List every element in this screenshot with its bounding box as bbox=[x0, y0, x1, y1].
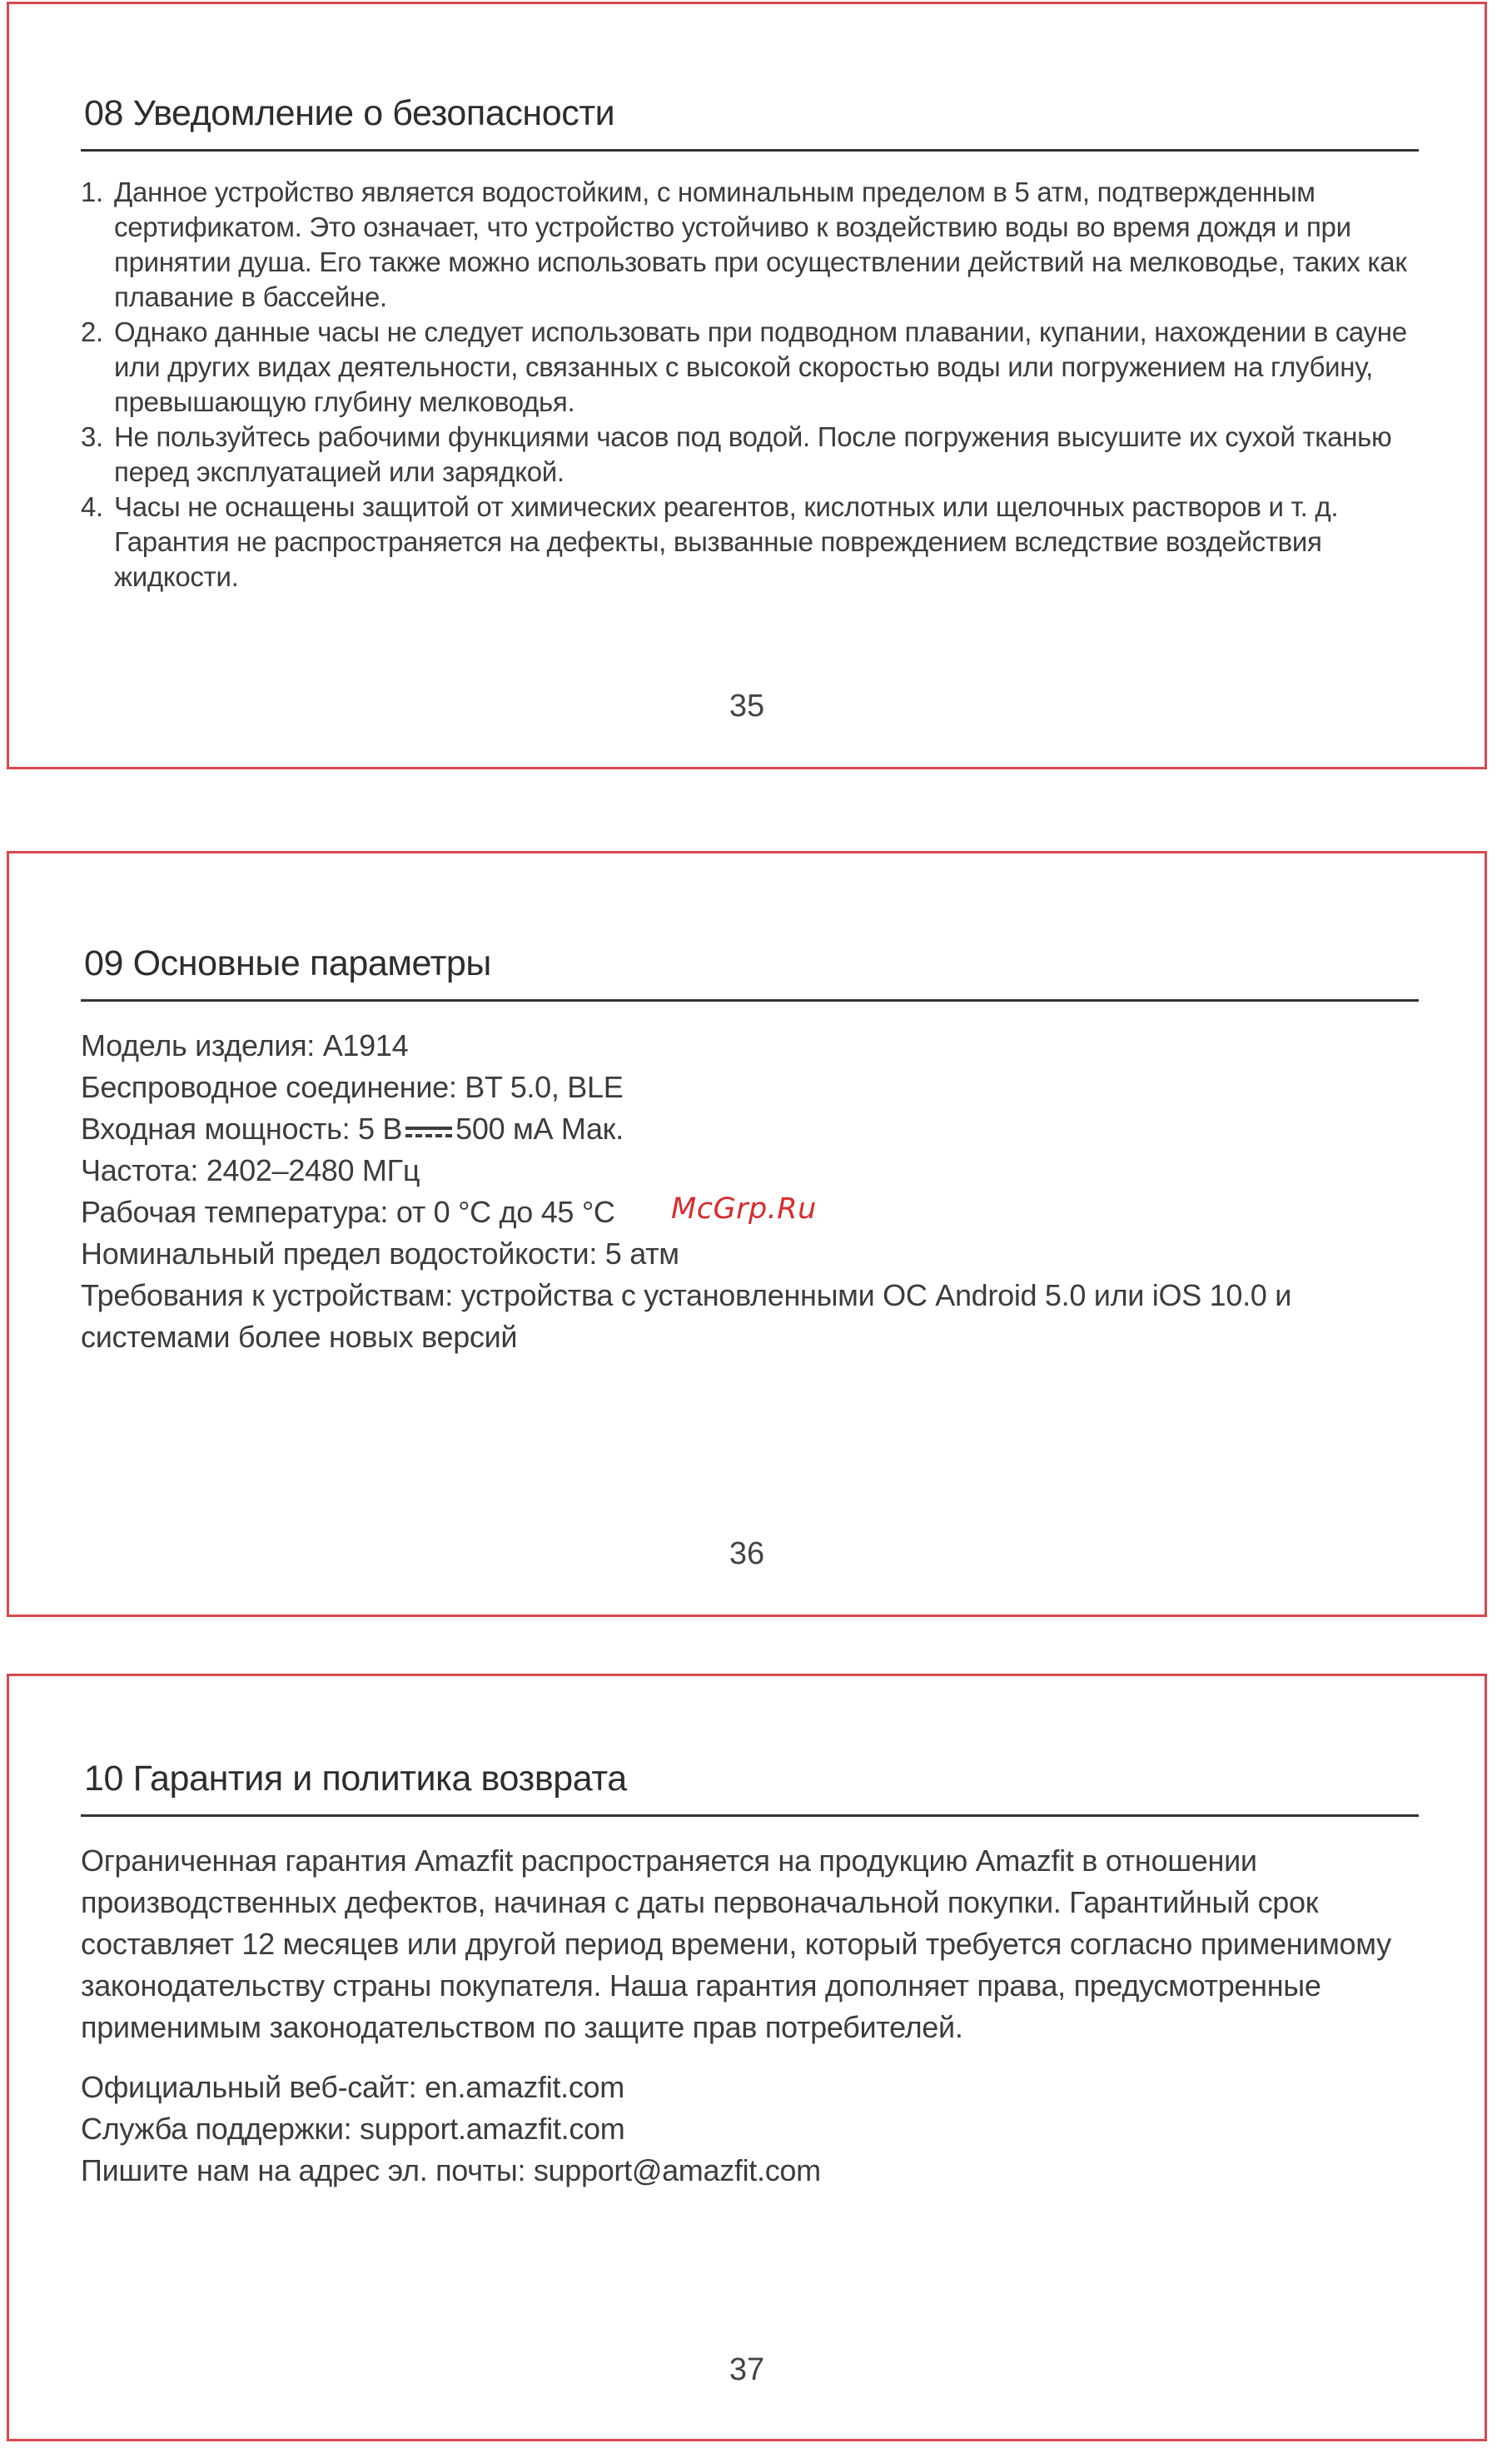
page-number: 35 bbox=[729, 689, 765, 724]
spec-power bbox=[81, 1108, 1419, 1150]
list-item bbox=[81, 175, 1419, 315]
spec-wireless: Беспроводное соединение: BT 5.0, BLE bbox=[81, 1070, 624, 1104]
list-item bbox=[81, 420, 1419, 490]
contact-support: Служба поддержки: support.amazfit.com bbox=[81, 2112, 625, 2146]
list-item bbox=[81, 490, 1419, 595]
contact-email: Пишите нам на адрес эл. почты: support@amazfit.com bbox=[81, 2153, 821, 2187]
manual-page-36 bbox=[7, 851, 1487, 1617]
title-divider bbox=[81, 999, 1419, 1002]
spec-water-resistance: Номинальный предел водостойкости: 5 атм bbox=[81, 1236, 679, 1271]
manual-page-35 bbox=[7, 2, 1487, 769]
dc-current-icon bbox=[404, 1123, 454, 1142]
section-title-specs: 09 Основные параметры bbox=[84, 943, 491, 983]
spec-power-suffix: 500 мА Мак. bbox=[455, 1112, 624, 1146]
page-number: 36 bbox=[729, 1536, 765, 1571]
spec-temperature: Рабочая температура: от 0 °C до 45 °C bbox=[81, 1195, 615, 1229]
list-item-number: 1. bbox=[81, 177, 103, 207]
manual-page-37 bbox=[7, 1674, 1487, 2441]
list-item-text: Не пользуйтесь рабочими функциями часов под водой. После погружения высушите их сухой тканью перед эксплуатацией или зарядкой. bbox=[114, 421, 1392, 487]
list-item-text: Данное устройство является водостойким, с номинальным пределом в 5 атм, подтвержденным сертификатом. Это означает, что устройство устойчиво к воздействию воды во время дождя и при принятии душа. Его также можно использовать при осуществлении действий на мелководье, таких как плавание в бассейне. bbox=[114, 177, 1407, 312]
warranty-paragraph: Ограниченная гарантия Amazfit распространяется на продукцию Amazfit в отношении производственных дефектов, начиная с даты первоначальной покупки. Гарантийный срок составляет 12 месяцев или другой период времени, который требуется согласно применимому законодательству страны покупателя. Наша гарантия дополняет права, предусмотренные применимым законодательством по защите прав потребителей. bbox=[81, 1843, 1391, 2044]
spec-model: Модель изделия: A1914 bbox=[81, 1028, 409, 1062]
spec-frequency: Частота: 2402–2480 МГц bbox=[81, 1153, 420, 1187]
list-item-number: 4. bbox=[81, 491, 103, 522]
page-content bbox=[81, 1756, 1419, 2192]
list-item-number: 3. bbox=[81, 421, 103, 452]
spec-requirements: Требования к устройствам: устройства с установленными ОС Android 5.0 или iOS 10.0 и системами более новых версий bbox=[81, 1278, 1292, 1354]
page-content bbox=[81, 91, 1419, 595]
list-item-number: 2. bbox=[81, 316, 103, 347]
page-content bbox=[81, 941, 1419, 1358]
specs-list bbox=[81, 1025, 1419, 1358]
contact-website: Официальный веб-сайт: en.amazfit.com bbox=[81, 2070, 624, 2104]
contacts-list bbox=[81, 2067, 1419, 2192]
page-number: 37 bbox=[729, 2352, 765, 2387]
spec-power-prefix: Входная мощность: 5 В bbox=[81, 1112, 403, 1146]
list-item-text: Однако данные часы не следует использовать при подводном плавании, купании, нахождении в сауне или других видах деятельности, связанных с высокой скоростью воды или погружением на глубину, превышающую глубину мелководья. bbox=[114, 316, 1407, 417]
list-item-text: Часы не оснащены защитой от химических реагентов, кислотных или щелочных растворов и т. д. Гарантия не распространяется на дефекты, вызванные повреждением вследствие воздействия жидкости. bbox=[114, 491, 1339, 592]
title-divider bbox=[81, 149, 1419, 152]
section-title-warranty: 10 Гарантия и политика возврата bbox=[84, 1759, 627, 1799]
safety-list bbox=[81, 175, 1419, 595]
title-divider bbox=[81, 1814, 1419, 1817]
section-title-safety: 08 Уведомление о безопасности bbox=[84, 93, 615, 133]
watermark: McGrp.Ru bbox=[671, 1192, 817, 1226]
list-item bbox=[81, 315, 1419, 420]
